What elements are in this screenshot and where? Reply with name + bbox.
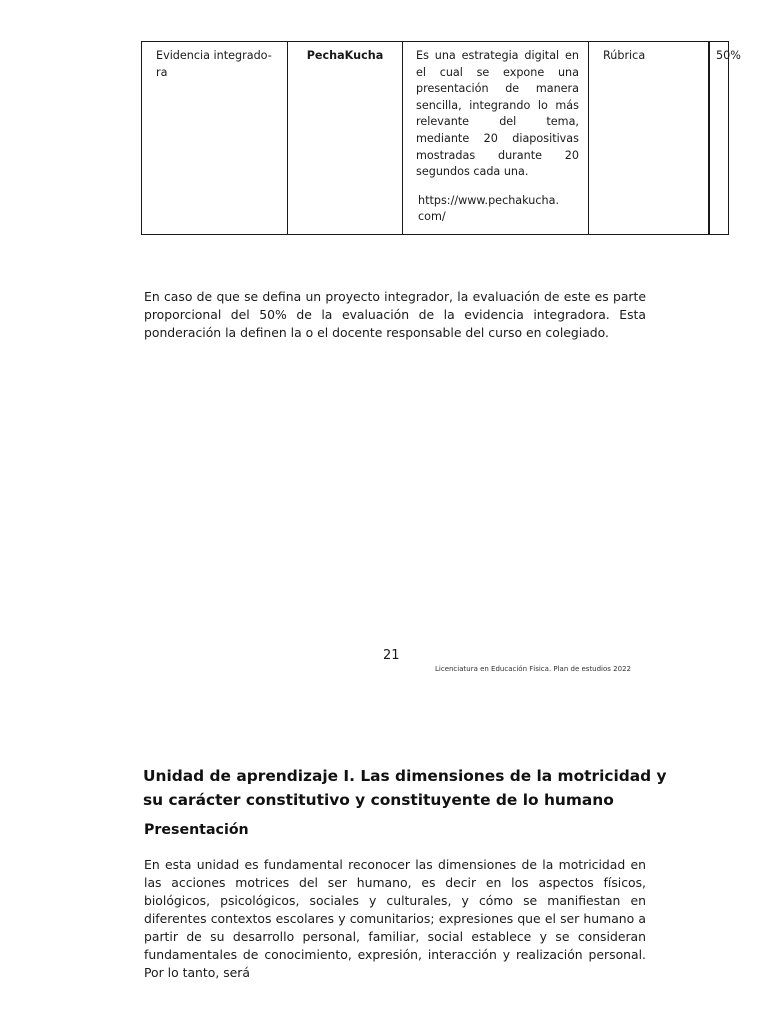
- table-row: [142, 42, 729, 235]
- evidence-type-cell: Evidencia integrado-ra: [142, 42, 288, 235]
- weight-cell: 50%: [709, 42, 729, 235]
- evidence-link[interactable]: https://www.pechakucha. com/: [418, 193, 560, 224]
- evidence-description: Es una estrategia digital en el cual se expone una presentación de manera sencilla, integrando lo más relevante del tema, mediante 20 diapositivas mostradas durante 20 segundos cada una.: [416, 49, 579, 179]
- page-number: 21: [383, 648, 400, 663]
- evidence-name-cell: PechaKucha: [288, 42, 403, 235]
- evidence-table: [141, 41, 741, 235]
- integrator-project-paragraph: En caso de que se defina un proyecto integrador, la evaluación de este es parte proporcional del 50% de la evaluación de la evidencia integradora. Esta ponderación la definen la o el docente responsable del curso en colegiado.: [144, 289, 646, 340]
- page-footer: Licenciatura en Educación Física. Plan de estudios 2022: [435, 665, 631, 673]
- section-title: Presentación: [144, 822, 249, 838]
- unit-title: Unidad de aprendizaje I. Las dimensiones de la motricidad y su carácter constitutivo y constituyente de lo humano: [143, 767, 667, 809]
- instrument-cell: Rúbrica: [589, 42, 710, 235]
- evidence-description-cell: [403, 42, 589, 235]
- presentation-paragraph: En esta unidad es fundamental reconocer las dimensiones de la motricidad en las acciones motrices del ser humano, es decir en los aspectos físicos, biológicos, psicológicos, sociales y culturales, y cómo se manifiestan en diferentes contextos escolares y comunitarios; expresiones que el ser humano a partir de su desarrollo personal, familiar, social establece y se consideran fundamentales de conocimiento, expresión, interacción y realización personal. Por lo tanto, será: [144, 857, 646, 980]
